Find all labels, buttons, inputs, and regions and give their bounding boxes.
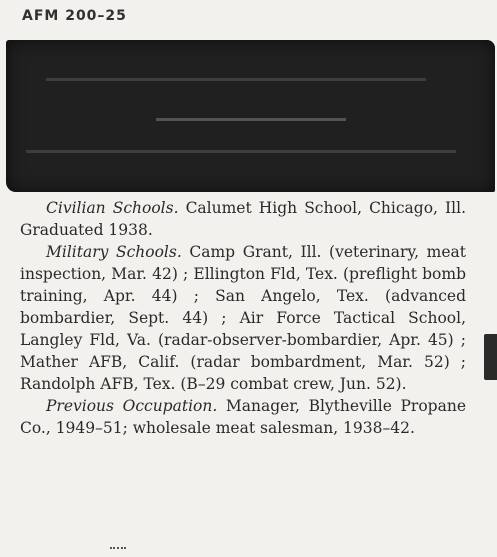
previous-occupation-heading: Previous Occupation. xyxy=(46,397,218,415)
margin-mark xyxy=(484,334,497,380)
civilian-schools-heading: Civilian Schools. xyxy=(46,199,179,217)
previous-occupation-text: Manager, Blytheville Propane Co., 1949–51; wholesale meat salesman, 1938–42. xyxy=(20,397,466,437)
biography-text xyxy=(20,197,466,439)
military-schools-heading: Military Schools. xyxy=(46,243,182,261)
document-code: AFM 200–25 xyxy=(22,8,127,24)
civilian-schools-text: Calumet High School, Chicago, Ill. Graduated 1938. xyxy=(20,199,466,239)
military-schools-paragraph xyxy=(20,241,466,395)
redaction-bar xyxy=(6,40,495,192)
footer-mark xyxy=(110,547,126,552)
civilian-schools-paragraph xyxy=(20,197,466,241)
military-schools-text: Camp Grant, Ill. (veterinary, meat inspection, Mar. 42) ; Ellington Fld, Tex. (preflight bomb training, Apr. 44) ; San Angelo, Tex. (advanced bombardier, Sept. 44) ; Air Force Tactical School, Langley Fld, Va. (radar-observer-bombardier, Apr. 45) ; Mather AFB, Calif. (radar bombardment, Mar. 52) ; Randolph AFB, Tex. (B–29 combat crew, Jun. 52). xyxy=(20,243,467,393)
previous-occupation-paragraph xyxy=(20,395,466,439)
